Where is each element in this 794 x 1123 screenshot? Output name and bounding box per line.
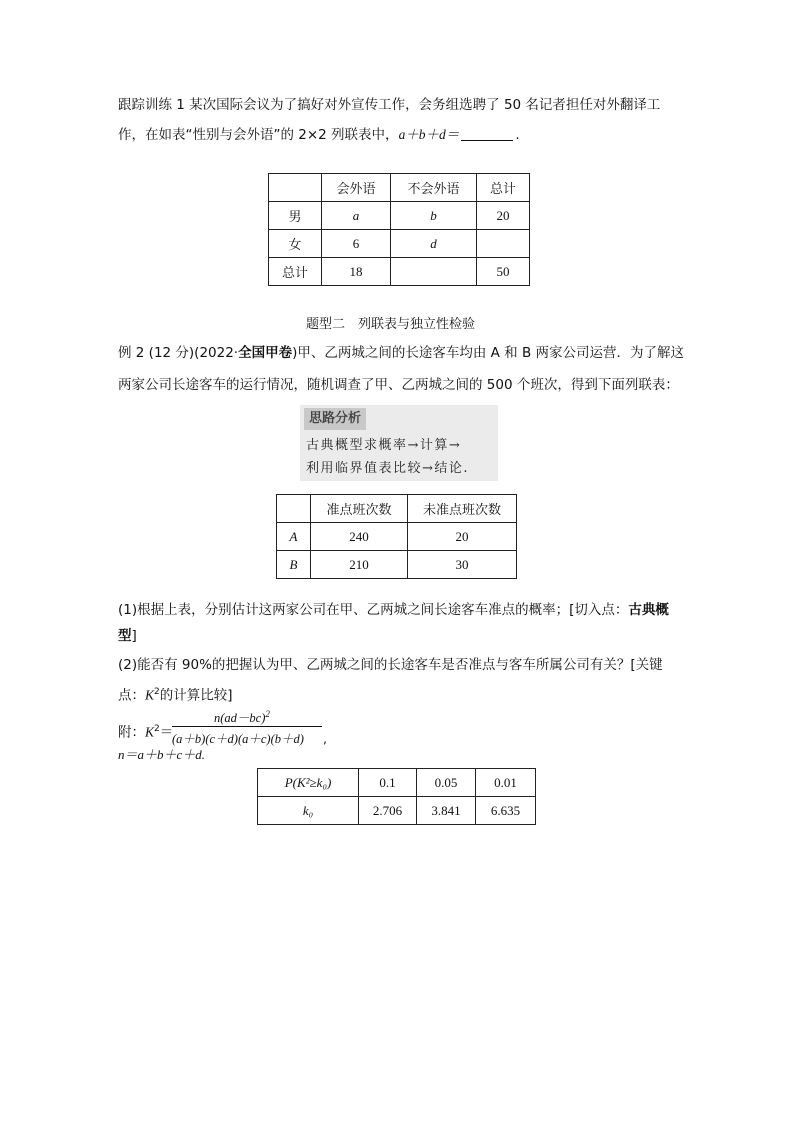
thinking-line: 古典概型求概率→计算→ <box>306 438 462 453</box>
table-cell: 20 <box>477 202 530 230</box>
table-row <box>277 551 517 579</box>
table-row <box>269 202 530 230</box>
formula-comma: , <box>323 731 327 746</box>
sum-expression: a＋b＋d＝ <box>398 127 460 142</box>
table-cell: 2.706 <box>359 797 417 825</box>
table-row <box>277 495 517 523</box>
table-cell <box>269 174 322 202</box>
row-label: k₀ <box>258 797 359 825</box>
table-row <box>269 258 530 286</box>
question1-line1: (1)根据上表，分别估计这两家公司在甲、乙两城之间长途客车准点的概率；[切入点：古典概 <box>118 602 669 618</box>
table-cell <box>391 258 477 286</box>
table-cell: 6.635 <box>476 797 536 825</box>
row-label: B <box>277 551 311 579</box>
table-row <box>277 523 517 551</box>
table-cell: a <box>322 202 391 230</box>
table-cell: 18 <box>322 258 391 286</box>
punctuality-table <box>276 494 517 579</box>
fraction-bar <box>172 726 322 727</box>
table-cell: 0.05 <box>417 769 476 797</box>
n-definition: n＝a＋b＋c＋d. <box>118 747 206 762</box>
question2-line1: (2)能否有 90%的把握认为甲、乙两城之间的长途客车是否准点与客车所属公司有关？[关键 <box>118 657 663 673</box>
table-cell <box>477 230 530 258</box>
row-label: 总计 <box>269 258 322 286</box>
formula-numerator: $n(ad-bc)^2$ <box>214 708 270 725</box>
exercise1-line2: 作，在如表“性别与会外语”的 2×2 列联表中，a＋b＋d＝ . <box>118 127 520 143</box>
table-cell: 240 <box>311 523 408 551</box>
table-cell: 30 <box>408 551 517 579</box>
table-cell: 20 <box>408 523 517 551</box>
row-label: A <box>277 523 311 551</box>
formula-denominator: (a＋b)(c＋d)(a＋c)(b＋d) <box>172 732 304 746</box>
exercise1-line1: 跟踪训练 1 某次国际会议为了搞好对外宣传工作，会务组选聘了 50 名记者担任对外翻译工 <box>118 97 661 113</box>
table-header: P(K²≥k₀) <box>258 769 359 797</box>
thinking-heading: 思路分析 <box>304 408 366 430</box>
question2-line2: 点：$K^2$的计算比较] <box>118 687 233 704</box>
gender-language-table <box>268 173 530 286</box>
table-cell: d <box>391 230 477 258</box>
table-cell: 0.01 <box>476 769 536 797</box>
table-cell: 50 <box>477 258 530 286</box>
critical-value-table <box>257 768 536 825</box>
table-header: 会外语 <box>322 174 391 202</box>
table-header: 总计 <box>477 174 530 202</box>
table-cell: 0.1 <box>359 769 417 797</box>
formula-prefix: 附：$K^2=$ <box>118 724 174 741</box>
table-header: 准点班次数 <box>311 495 408 523</box>
example2-line1: 例 2 (12 分)(2022·全国甲卷)甲、乙两城之间的长途客车均由 A 和 B 两家公司运营．为了解这 <box>118 345 685 361</box>
question1-line2: 型] <box>118 628 137 644</box>
table-row <box>258 797 536 825</box>
answer-blank <box>461 126 513 141</box>
row-label: 男 <box>269 202 322 230</box>
table-header: 未准点班次数 <box>408 495 517 523</box>
row-label: 女 <box>269 230 322 258</box>
table-row <box>269 230 530 258</box>
example2-line2: 两家公司长途客车的运行情况，随机调查了甲、乙两城之间的 500 个班次，得到下面列联表： <box>118 377 679 393</box>
table-row <box>269 174 530 202</box>
section-title: 题型二 列联表与独立性检验 <box>306 317 476 332</box>
thinking-line: 利用临界值表比较→结论. <box>306 461 470 476</box>
table-header: 不会外语 <box>391 174 477 202</box>
table-row <box>258 769 536 797</box>
table-cell <box>277 495 311 523</box>
table-cell: 6 <box>322 230 391 258</box>
table-cell: 210 <box>311 551 408 579</box>
table-cell: 3.841 <box>417 797 476 825</box>
thinking-box <box>300 405 498 481</box>
table-cell: b <box>391 202 477 230</box>
